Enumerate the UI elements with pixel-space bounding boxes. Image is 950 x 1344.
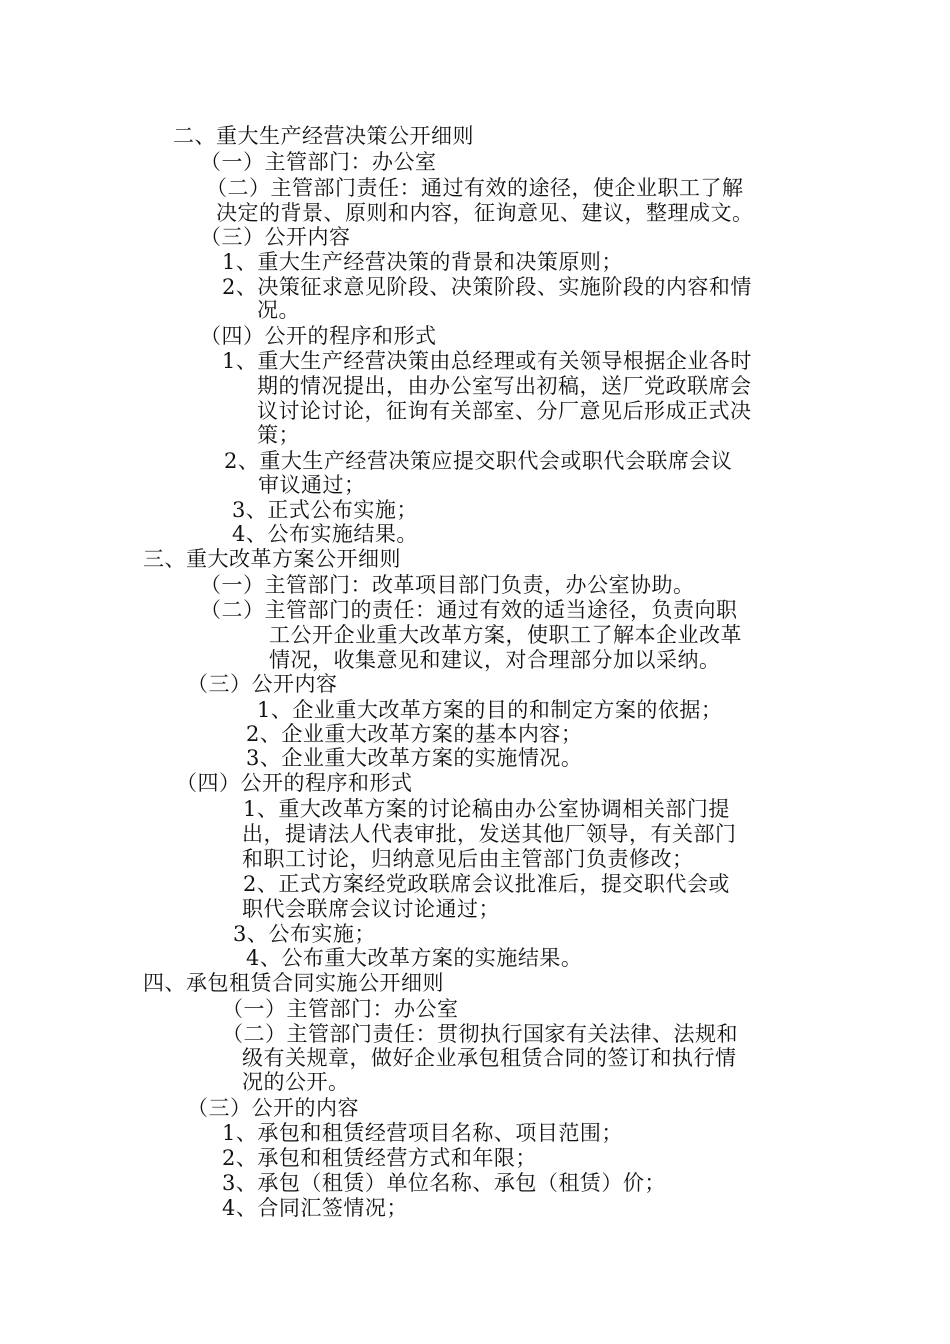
paragraph-line: 况的公开。 (242, 1070, 350, 1094)
paragraph-line: 情况，收集意见和建议，对合理部分加以采纳。 (269, 648, 721, 672)
subheading: （一）主管部门：改革项目部门负责，办公室协助。 (200, 573, 695, 597)
list-item: 1、承包和租赁经营项目名称、项目范围； (222, 1121, 623, 1145)
subheading: （三）公开内容 (200, 225, 351, 249)
section-heading-4: 四、承包租赁合同实施公开细则 (143, 971, 444, 995)
list-item: 4、公布实施结果。 (232, 522, 418, 546)
section-heading-3: 三、重大改革方案公开细则 (143, 547, 401, 571)
list-item: 4、合同汇签情况； (222, 1196, 408, 1220)
subheading: （四）公开的程序和形式 (200, 324, 437, 348)
list-item: 4、公布重大改革方案的实施结果。 (246, 946, 583, 970)
list-item: 3、承包（租赁）单位名称、承包（租赁）价； (222, 1171, 666, 1195)
list-item: 2、承包和租赁经营方式和年限； (222, 1146, 537, 1170)
list-item: 1、企业重大改革方案的目的和制定方案的依据； (257, 698, 723, 722)
list-item: 2、重大生产经营决策应提交职代会或职代会联席会议 (224, 449, 733, 473)
paragraph-line: （二）主管部门责任：通过有效的途径，使企业职工了解 (206, 176, 744, 200)
list-item: 3、公布实施； (233, 922, 376, 946)
list-item: 2、企业重大改革方案的基本内容； (246, 722, 583, 746)
paragraph-line: 和职工讨论，归纳意见后由主管部门负责修改； (242, 847, 694, 871)
subheading: （四）公开的程序和形式 (176, 771, 413, 795)
paragraph-line: 职代会联席会议讨论通过； (242, 897, 500, 921)
paragraph-line: 策； (257, 423, 300, 447)
paragraph-line: 审议通过； (258, 473, 366, 497)
paragraph-line: 议讨论讨论，征询有关部室、分厂意见后形成正式决 (257, 399, 752, 423)
subheading: （一）主管部门：办公室 (222, 997, 459, 1021)
list-item: 2、决策征求意见阶段、决策阶段、实施阶段的内容和情 (222, 275, 752, 299)
paragraph-line: 工公开企业重大改革方案，使职工了解本企业改革 (269, 623, 742, 647)
subheading: （三）公开的内容 (187, 1096, 359, 1120)
list-item: 1、重大改革方案的讨论稿由办公室协调相关部门提 (243, 797, 730, 821)
section-heading-2: 二、重大生产经营决策公开细则 (173, 124, 474, 148)
paragraph-line: 期的情况提出，由办公室写出初稿，送厂党政联席会 (257, 374, 752, 398)
subheading: （一）主管部门：办公室 (200, 150, 437, 174)
paragraph-line: （二）主管部门的责任：通过有效的适当途径，负责向职 (200, 598, 738, 622)
list-item: 3、正式公布实施； (232, 498, 418, 522)
list-item: 2、正式方案经党政联席会议批准后，提交职代会或 (243, 872, 730, 896)
list-item: 1、重大生产经营决策的背景和决策原则； (222, 250, 623, 274)
list-item: 1、重大生产经营决策由总经理或有关领导根据企业各时 (222, 349, 752, 373)
paragraph-line: （二）主管部门责任：贯彻执行国家有关法律、法规和 (222, 1022, 738, 1046)
paragraph-line: 况。 (257, 298, 300, 322)
paragraph-line: 决定的背景、原则和内容，征询意见、建议，整理成文。 (216, 201, 754, 225)
paragraph-line: 级有关规章，做好企业承包租赁合同的签订和执行情 (242, 1046, 737, 1070)
subheading: （三）公开内容 (187, 672, 338, 696)
list-item: 3、企业重大改革方案的实施情况。 (246, 746, 583, 770)
paragraph-line: 出，提请法人代表审批，发送其他厂领导，有关部门 (242, 822, 737, 846)
